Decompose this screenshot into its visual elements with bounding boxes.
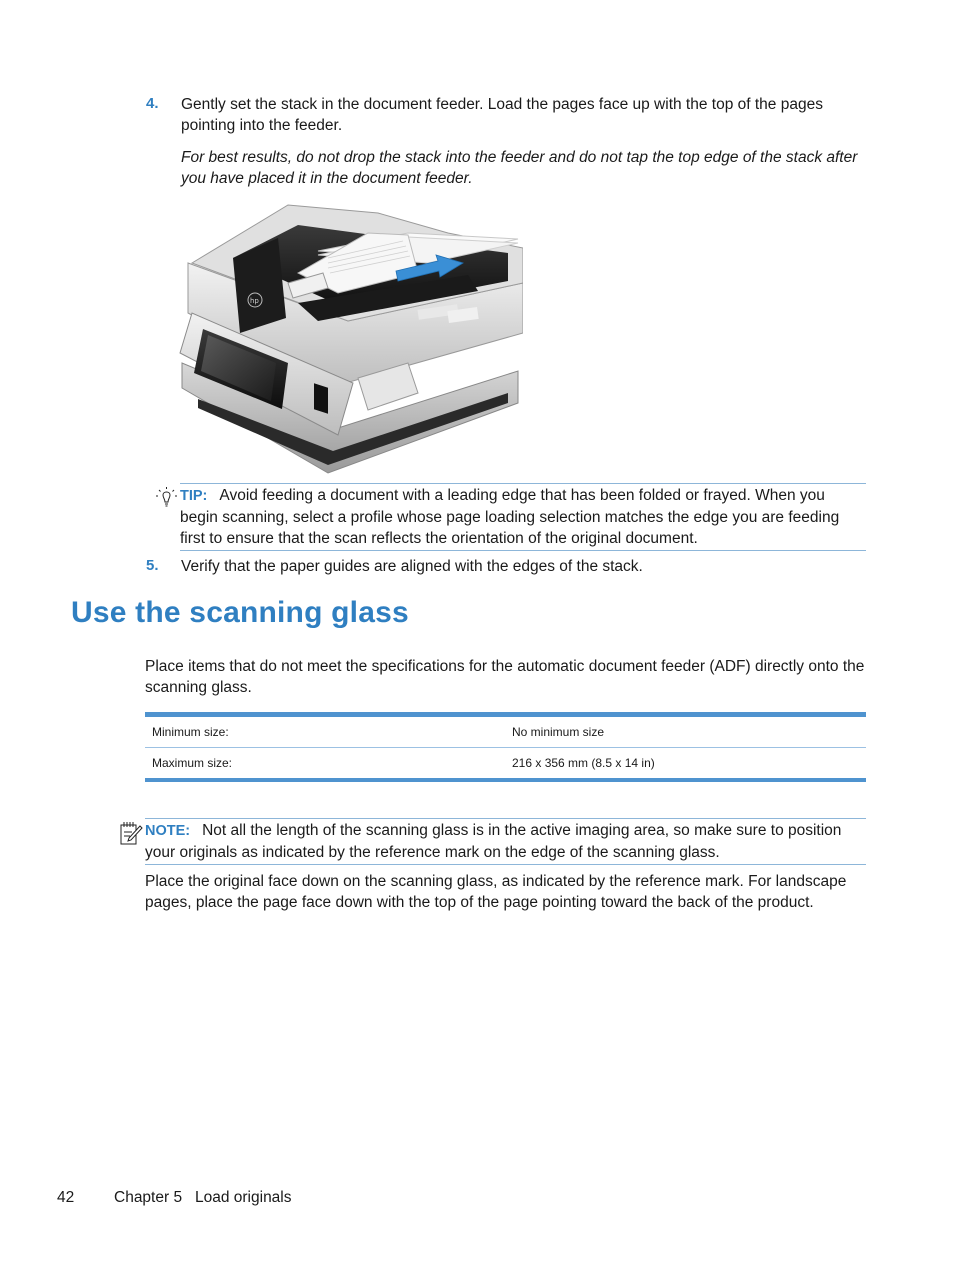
table-cell-label: Minimum size:	[145, 715, 505, 748]
note-pencil-icon	[119, 820, 143, 846]
table-row	[145, 748, 866, 781]
step-4-note: For best results, do not drop the stack into the feeder and do not tap the top edge of the stack after you have placed it in the document feeder.	[181, 149, 858, 187]
step-5-number: 5.	[146, 557, 159, 574]
step-4-text: Gently set the stack in the document feeder. Load the pages face up with the top of the pages pointing into the feeder.	[181, 96, 823, 134]
table-cell-label: Maximum size:	[152, 756, 233, 770]
section-intro: Place items that do not meet the specifications for the automatic document feeder (ADF) directly onto the scanning glass.	[145, 658, 865, 696]
note-callout	[145, 818, 866, 865]
section-heading: Use the scanning glass	[71, 596, 409, 629]
hp-logo: hp	[250, 297, 259, 305]
tip-text: Avoid feeding a document with a leading edge that has been folded or frayed. When you begin scanning, select a profile whose page loading selection matches the edge you are feeding first to ensure that the scan reflects the orientation of the original document.	[180, 487, 840, 547]
lightbulb-icon	[155, 486, 177, 512]
table-cell-value: No minimum size	[505, 715, 866, 748]
note-text: Not all the length of the scanning glass is in the active imaging area, so make sure to position your originals as indicated by the reference mark on the edge of the scanning glass.	[145, 822, 842, 861]
scanner-drawing	[178, 203, 523, 479]
size-spec-table	[145, 712, 866, 782]
page-number: 42	[57, 1189, 75, 1206]
table-row	[145, 715, 866, 748]
step-4-number: 4.	[146, 95, 159, 112]
tip-callout	[180, 483, 866, 551]
note-label: NOTE:	[145, 823, 191, 839]
step-5-text: Verify that the paper guides are aligned with the edges of the stack.	[181, 558, 643, 575]
tip-label: TIP:	[180, 488, 208, 504]
chapter-label: Chapter 5 Load originals	[114, 1189, 292, 1206]
scanner-illustration	[178, 203, 523, 479]
closing-paragraph: Place the original face down on the scanning glass, as indicated by the reference mark. For landscape pages, place the page face down with the top of the page pointing toward the back of the product.	[145, 873, 847, 911]
table-cell-value: 216 x 356 mm (8.5 x 14 in)	[512, 756, 655, 770]
